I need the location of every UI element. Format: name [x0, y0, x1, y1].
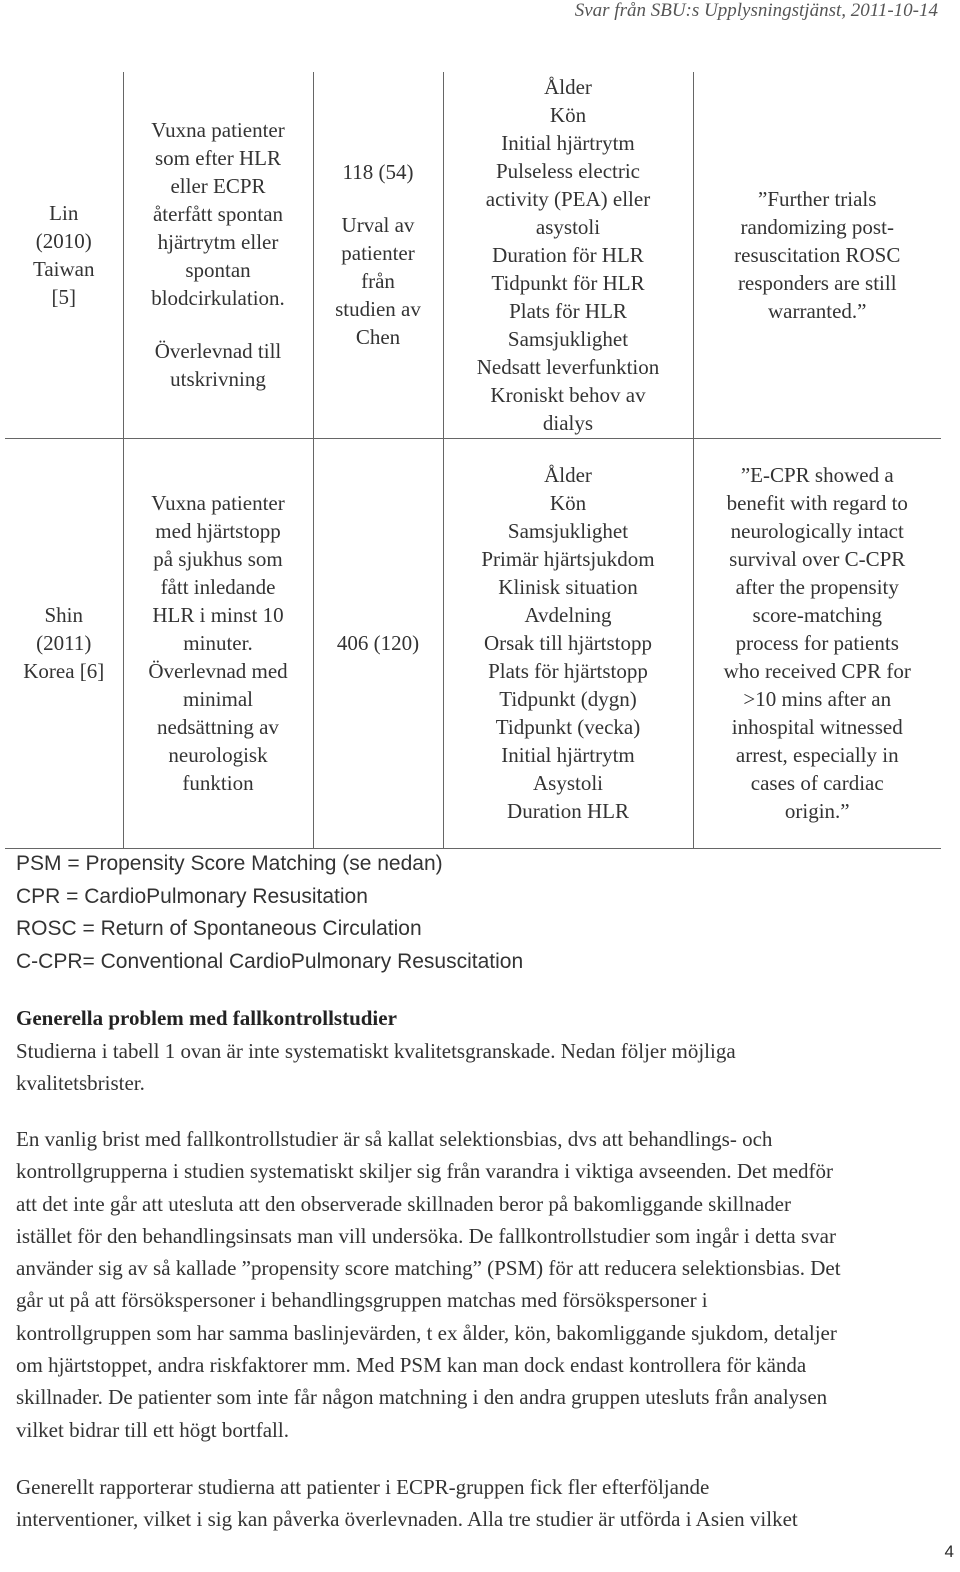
sample-size-cell: [313, 72, 443, 438]
text-line: Duration HLR: [507, 799, 629, 823]
text-line: dialys: [542, 410, 594, 435]
text-line: utskrivning: [170, 367, 266, 392]
text-line: Korea [6]: [23, 659, 105, 683]
text-line: (2011): [36, 631, 92, 655]
table-row: [5, 72, 941, 438]
text-line: Vuxna patienter: [151, 118, 285, 143]
text-line: Överlevnad till: [154, 339, 282, 364]
abbreviation-list: [16, 848, 523, 978]
text-line: nedsättning av: [157, 715, 279, 739]
sample-size-cell: [313, 438, 443, 848]
text-line: asystoli: [535, 214, 601, 239]
text-line: activity (PEA) eller: [485, 186, 651, 211]
text-line: Kön: [549, 491, 587, 515]
text-line: C-CPR= Conventional CardioPulmonary Resuscitation: [16, 949, 524, 973]
sample-size: 118 (54): [342, 160, 414, 185]
text-line: eller ECPR: [170, 174, 266, 199]
text-line: Tidpunkt för HLR: [491, 270, 645, 295]
text-line: origin.”: [784, 799, 850, 823]
text-line: Duration för HLR: [492, 242, 644, 267]
text-line: arrest, especially in: [735, 743, 899, 767]
text-line: [5]: [51, 284, 76, 309]
paragraph: [16, 1035, 956, 1100]
text-line: Studierna i tabell 1 ovan är inte systematiskt kvalitetsgranskade. Nedan följer möjliga: [16, 1039, 736, 1063]
text-line: CPR = CardioPulmonary Resusitation: [16, 884, 368, 908]
text-line: Nedsatt leverfunktion: [476, 354, 660, 379]
text-line: warranted.”: [767, 298, 867, 323]
text-line: återfått spontan: [152, 202, 284, 227]
text-line: Pulseless electric: [495, 158, 641, 183]
text-line: Shin: [44, 603, 83, 627]
variables-cell: [443, 438, 693, 848]
text-line: kontrollgrupperna i studien systematiskt skiljer sig från varandra i viktiga avseenden. Det medför: [16, 1159, 834, 1184]
text-line: Tidpunkt (dygn): [499, 687, 637, 711]
sample-note: [320, 211, 437, 351]
text-line: who received CPR for: [723, 659, 911, 683]
text-line: som efter HLR: [155, 146, 281, 171]
text-line: Avdelning: [524, 603, 612, 627]
outcome-text: [130, 337, 307, 393]
text-line: minuter.: [183, 631, 253, 655]
text-line: Orsak till hjärtstopp: [484, 631, 652, 655]
text-line: Klinisk situation: [498, 575, 638, 599]
text-line: Taiwan: [32, 256, 95, 281]
text-line: Generellt rapporterar studierna att patienter i ECPR-gruppen fick fler efterföljande: [16, 1475, 710, 1499]
text-line: Urval av: [341, 213, 415, 238]
page-number: 4: [944, 1542, 954, 1561]
text-line: Chen: [355, 325, 401, 350]
text-line: Plats för hjärtstopp: [488, 659, 648, 683]
text-line: Samsjuklighet: [507, 326, 629, 351]
text-line: från: [361, 269, 395, 294]
text-line: process for patients: [735, 631, 899, 655]
text-line: interventioner, vilket i sig kan påverka överlevnaden. Alla tre studier är utförda i Asien vilket: [16, 1507, 798, 1532]
text-line: score-matching: [752, 603, 882, 627]
text-line: Vuxna patienter: [151, 491, 285, 515]
text-line: patienter: [341, 241, 415, 266]
text-line: neurologically intact: [730, 519, 904, 543]
text-line: ”E-CPR showed a: [740, 463, 894, 487]
paragraph: [16, 1123, 956, 1446]
table-row: [5, 438, 941, 848]
text-line: Initial hjärtrytm: [501, 743, 635, 767]
text-line: Asystoli: [532, 771, 603, 795]
text-line: neurologisk: [168, 743, 268, 767]
conclusion-cell: [693, 72, 941, 438]
text-line: Överlevnad med: [148, 659, 288, 683]
text-line: benefit with regard to: [726, 491, 908, 515]
section-heading: Generella problem med fallkontrollstudier: [16, 1006, 397, 1030]
text-line: cases of cardiac: [750, 771, 884, 795]
text-line: responders are still: [737, 270, 897, 295]
text-line: kontrollgruppen som har samma baslinjevärden, t ex ålder, kön, bakomliggande sjukdom, detaljer: [16, 1320, 837, 1345]
text-line: blodcirkulation.: [151, 286, 285, 311]
text-line: minimal: [183, 687, 253, 711]
text-line: att det inte går att utesluta att den observerade skillnaden beror på bakomliggande skillnader: [16, 1191, 791, 1216]
text-line: Tidpunkt (vecka): [495, 715, 641, 739]
text-line: med hjärtstopp: [155, 519, 281, 543]
text-line: >10 mins after an: [743, 687, 892, 711]
text-line: istället för den behandlingsinsats man vill undersöka. De fallkontrollstudier som ingår i detta svar: [16, 1223, 836, 1248]
text-line: En vanlig brist med fallkontrollstudier är så kallat selektionsbias, dvs att behandlings- och: [16, 1127, 773, 1151]
text-line: Ålder: [544, 463, 592, 487]
text-line: survival over C-CPR: [729, 547, 906, 571]
text-line: ”Further trials: [758, 186, 877, 211]
text-line: hjärtrytm eller: [157, 230, 279, 255]
text-line: randomizing post-: [740, 214, 894, 239]
text-line: om hjärtstoppet, andra riskfaktorer mm. Med PSM kan man dock endast kontrollera för kända: [16, 1353, 807, 1378]
population-cell: [123, 72, 313, 438]
text-line: spontan: [185, 258, 251, 283]
author-cell: [5, 438, 123, 848]
studies-table: [5, 72, 941, 849]
text-line: resuscitation ROSC: [734, 242, 901, 267]
text-line: studien av: [335, 297, 421, 322]
population-text: [130, 489, 307, 657]
author-cell: [5, 72, 123, 438]
text-line: Samsjuklighet: [507, 519, 629, 543]
text-line: inhospital witnessed: [731, 715, 903, 739]
text-line: HLR i minst 10: [152, 603, 284, 627]
text-line: Kroniskt behov av: [490, 382, 646, 407]
text-line: Initial hjärtrytm: [501, 130, 635, 155]
text-line: PSM = Propensity Score Matching (se nedan): [16, 852, 443, 875]
text-line: after the propensity: [735, 575, 899, 599]
text-line: funktion: [182, 771, 254, 795]
text-line: fått inledande: [160, 575, 276, 599]
conclusion-cell: [693, 438, 941, 848]
text-line: går ut på att försökspersoner i behandlingsgruppen matchas med försökspersoner i: [16, 1288, 708, 1313]
text-line: Lin: [49, 200, 79, 225]
text-line: (2010): [35, 228, 92, 253]
text-line: ROSC = Return of Spontaneous Circulation: [16, 917, 422, 940]
text-line: Ålder: [544, 74, 592, 99]
text-line: skillnader. De patienter som inte får någon matchning i den andra gruppen utesluts från analysen: [16, 1385, 828, 1410]
outcome-text: [130, 657, 307, 797]
population-cell: [123, 438, 313, 848]
paragraph: [16, 1471, 956, 1536]
text-line: vilket bidrar till ett högt bortfall.: [16, 1417, 289, 1442]
text-line: kvalitetsbrister.: [16, 1071, 145, 1096]
text-line: använder sig av så kallade ”propensity score matching” (PSM) för att reducera selektionsbias. Det: [16, 1256, 841, 1281]
text-line: på sjukhus som: [153, 547, 283, 571]
page-header: Svar från SBU:s Upplysningstjänst, 2011-10-14: [574, 0, 938, 21]
text-line: Kön: [549, 102, 587, 127]
sample-size: 406 (120): [336, 631, 420, 655]
text-line: Plats för HLR: [509, 298, 627, 323]
text-line: Primär hjärtsjukdom: [481, 547, 655, 571]
population-text: [130, 116, 307, 312]
variables-cell: [443, 72, 693, 438]
